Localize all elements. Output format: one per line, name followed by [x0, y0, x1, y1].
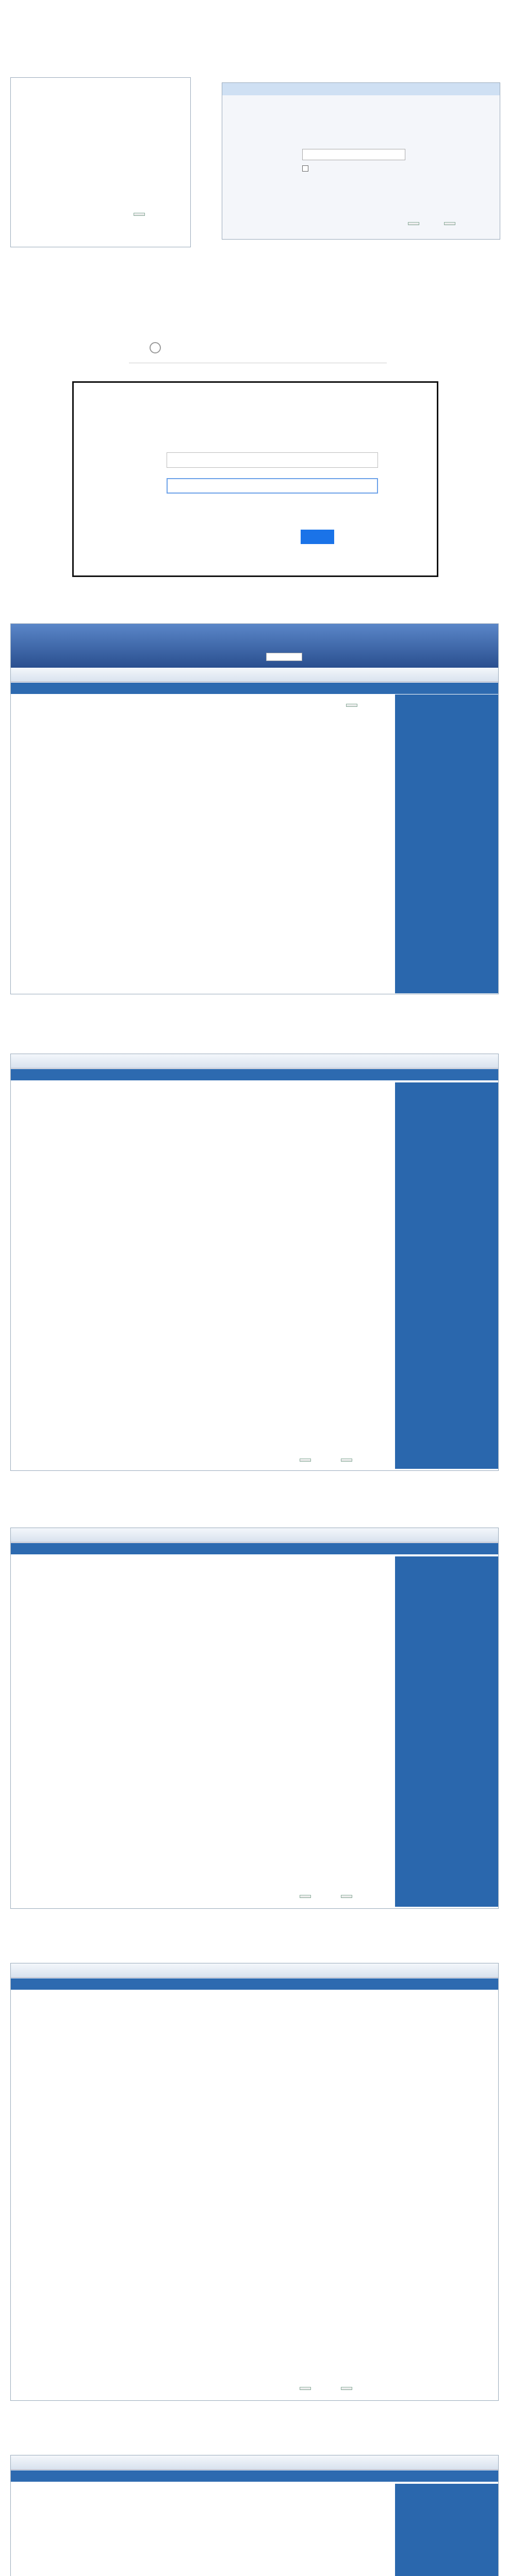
help-box: [395, 1082, 498, 1469]
help-box: [395, 2484, 498, 2576]
main-nav: [11, 1963, 498, 1978]
apply-button[interactable]: [300, 1459, 311, 1462]
cancel-button[interactable]: [341, 2387, 352, 2390]
url-bar[interactable]: [129, 335, 387, 363]
wifi-list-panel: [10, 77, 191, 247]
username-input[interactable]: [167, 452, 378, 468]
mode-panel: [10, 1054, 499, 1471]
sub-nav: [11, 1543, 498, 1554]
main-nav: [11, 2455, 498, 2470]
security-key-input[interactable]: [302, 149, 405, 160]
apply-button[interactable]: [300, 1895, 311, 1898]
sub-nav: [11, 1069, 498, 1080]
lan-panel: [10, 2455, 499, 2576]
hide-characters-checkbox[interactable]: [302, 165, 308, 172]
sub-nav: [11, 2470, 498, 2482]
router-header: [11, 624, 498, 668]
language-select[interactable]: [266, 653, 302, 661]
login-button[interactable]: [301, 530, 334, 544]
connect-dialog: [222, 82, 500, 240]
ok-button[interactable]: [408, 222, 419, 225]
main-nav: [11, 1054, 498, 1069]
main-nav: [11, 668, 498, 682]
sub-nav: [11, 683, 498, 694]
cancel-button[interactable]: [341, 1895, 352, 1898]
sub-nav: [11, 1978, 498, 1990]
device-panel: [10, 623, 499, 994]
globe-icon: [150, 342, 161, 353]
help-box: [395, 694, 498, 993]
login-cancel-button[interactable]: [342, 530, 375, 544]
apply-button[interactable]: [300, 2387, 311, 2390]
connect-button[interactable]: [134, 213, 145, 216]
refresh-button[interactable]: [346, 704, 357, 707]
dialog-title: [222, 83, 500, 95]
cancel-button[interactable]: [341, 1459, 352, 1462]
main-nav: [11, 1528, 498, 1543]
login-box: [72, 381, 438, 577]
password-input[interactable]: [167, 478, 378, 494]
vpn-panel: [10, 1963, 499, 2401]
cancel-button[interactable]: [444, 222, 455, 225]
g4-panel: [10, 1528, 499, 1909]
help-box: [395, 1556, 498, 1907]
